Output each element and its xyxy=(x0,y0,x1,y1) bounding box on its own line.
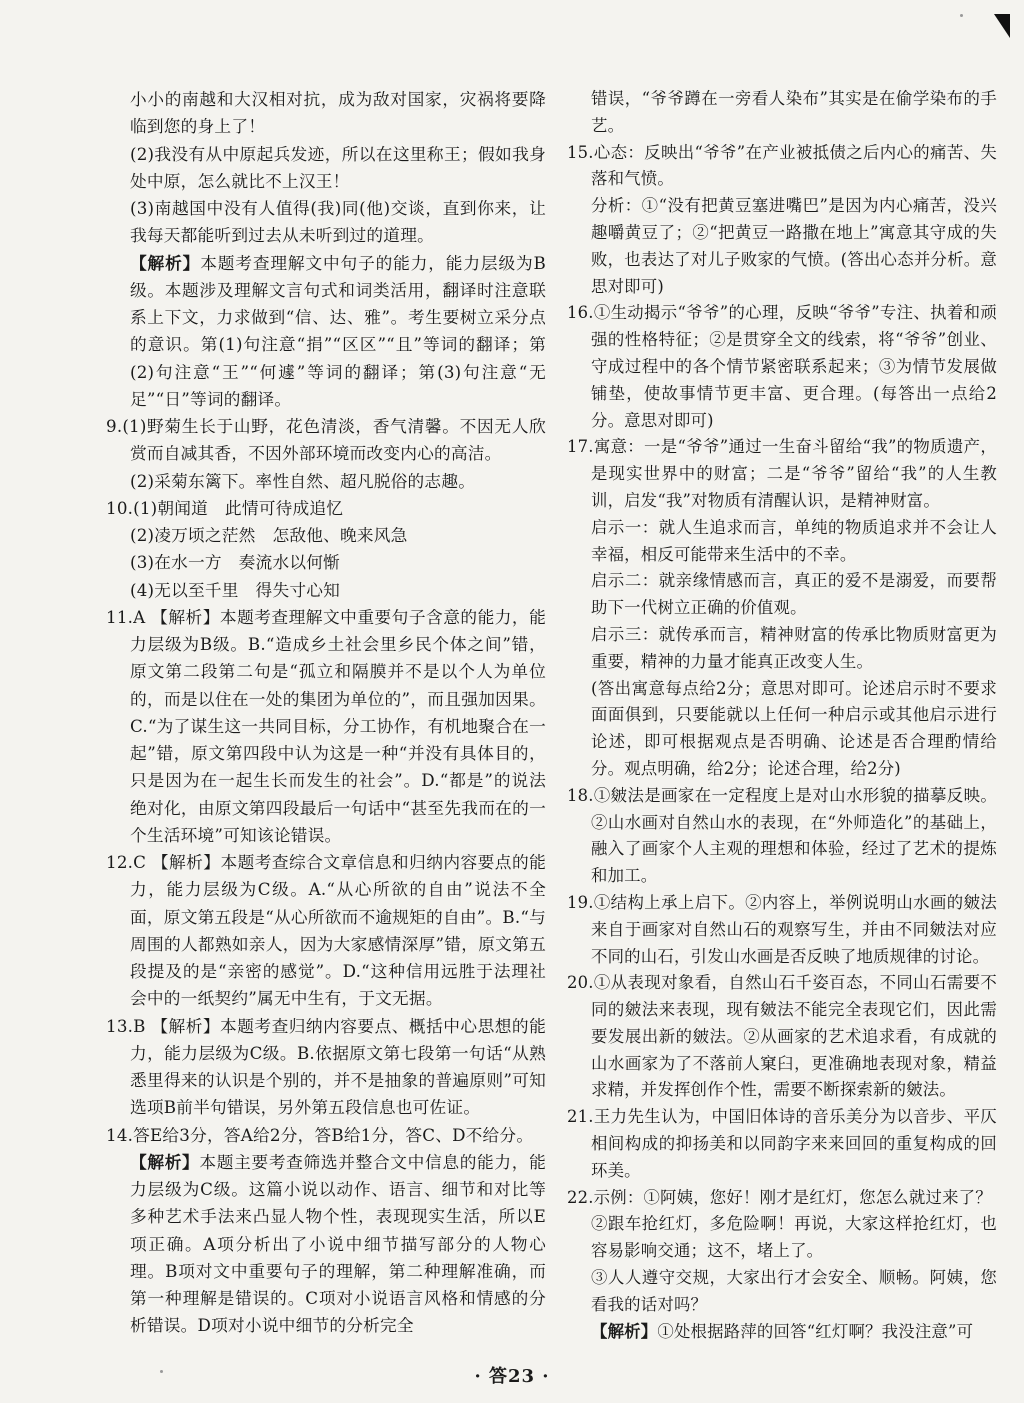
answer-paragraph xyxy=(106,1122,546,1149)
paragraph-text: (4)无以至千里 得失寸心知 xyxy=(130,579,340,600)
page-number: · 答23 · xyxy=(474,1366,550,1387)
paragraph-text: 14.答E给3分，答A给2分，答B给1分，答C、D不给分。 xyxy=(106,1124,534,1145)
corner-triangle-mark xyxy=(994,14,1010,38)
answer-paragraph xyxy=(567,783,997,890)
paragraph-text: ③人人遵守交规，大家出行才会安全、顺畅。阿姨，您看我的话对吗？ xyxy=(591,1268,997,1314)
answer-paragraph xyxy=(106,1149,546,1340)
answer-paragraph xyxy=(106,413,546,468)
paragraph-text: 9.(1)野菊生长于山野，花色清淡，香气清馨。不因无人欣赏而自减其香，不因外部环境而改变内心的高洁。 xyxy=(106,416,546,464)
scan-dot xyxy=(960,14,963,17)
paragraph-text: 19.①结构上承上启下。②内容上，举例说明山水画的皴法来自于画家对自然山石的观察写生，并由不同皴法对应不同的山石，引发山水画是否反映了地质规律的讨论。 xyxy=(567,892,997,966)
paragraph-text: 22.示例：①阿姨，您好！刚才是红灯，您怎么就过来了？ xyxy=(567,1187,992,1207)
paragraph-text: (2)采菊东篱下。率性自然、超凡脱俗的志趣。 xyxy=(130,470,476,491)
paragraph-text: (答出寓意每点给2分；意思对即可。论述启示时不要求面面俱到，只要能就以上任何一种启示或其他启示进行论述，即可根据观点是否明确、论述是否合理酌情给分。观点明确，给2分；论述合理，给2分) xyxy=(591,678,997,778)
paragraph-text: (2)凌万顷之茫然 怎敌他、晚来风急 xyxy=(130,525,408,545)
paragraph-text: 分析：①“没有把黄豆塞进嘴巴”是因为内心痛苦，没兴趣嚼黄豆了；②“把黄豆一路撒在地上”寓意其守成的失败，也表达了对儿子败家的气愤。(答出心态并分析。意思对即可) xyxy=(591,196,997,296)
paragraph-text: 小小的南越和大汉相对抗，成为敌对国家，灾祸将要降临到您的身上了！ xyxy=(130,89,546,137)
analysis-tag: 【解析】 xyxy=(591,1321,658,1341)
answer-paragraph xyxy=(567,568,997,622)
paragraph-text: 错误，“爷爷蹲在一旁看人染布”其实是在偷学染布的手艺。 xyxy=(591,89,997,135)
paragraph-text: ①处根据路萍的回答“红灯啊？我没注意”可 xyxy=(657,1321,974,1341)
answer-paragraph xyxy=(567,1211,997,1265)
analysis-tag: 【解析】 xyxy=(130,1151,200,1172)
paragraph-text: 18.①皴法是画家在一定程度上是对山水形貌的描摹反映。②山水画对自然山水的表现，在“外师造化”的基础上，融入了画家个人主观的理想和体验，经过了艺术的提炼和加工。 xyxy=(567,785,997,886)
answer-paragraph xyxy=(106,522,546,549)
paragraph-text: 启示一：就人生追求而言，单纯的物质追求并不会让人幸福，相反可能带来生活中的不幸。 xyxy=(591,517,997,564)
paragraph-text: 10.(1)朝闻道 此情可待成追忆 xyxy=(106,497,344,518)
answer-paragraph xyxy=(567,1265,997,1319)
answer-paragraph xyxy=(567,1104,997,1184)
paragraph-text: 15.心态：反映出“爷爷”在产业被抵债之后内心的痛苦、失落和气愤。 xyxy=(567,142,997,189)
paragraph-text: (3)南越国中没有人值得(我)同(他)交谈，直到你来，让我每天都能听到过去从未听到过的道理。 xyxy=(130,198,546,246)
answer-paragraph xyxy=(106,250,546,414)
answer-paragraph xyxy=(567,515,997,569)
answer-paragraph xyxy=(106,468,546,495)
answer-paragraph xyxy=(106,195,546,250)
right-column xyxy=(567,86,997,1345)
paragraph-text: (3)在水一方 奏流水以何惭 xyxy=(130,552,340,573)
answer-paragraph xyxy=(567,622,997,676)
answer-paragraph xyxy=(106,495,546,522)
answer-paragraph xyxy=(567,140,997,194)
answer-paragraph xyxy=(567,300,997,434)
answer-paragraph xyxy=(106,577,546,604)
answer-paragraph xyxy=(567,970,997,1104)
paragraph-text: 21.王力先生认为，中国旧体诗的音乐美分为以音步、平仄相间构成的抑扬美和以同韵字来来回回的重复构成的回环美。 xyxy=(567,1107,997,1180)
paragraph-text: 12.C 【解析】本题考查综合文章信息和归纳内容要点的能力，能力层级为C级。A.“从心所欲的自由”说法不全面，原文第五段是“从心所欲而不逾规矩的自由”。B.“与周围的人都熟如亲人，因为大家感情深厚”错，原文第五段提及的是“亲密的感觉”。D.“这种信用远胜于法理社会中的一纸契约”属无中生有，于文无据。 xyxy=(106,852,546,1009)
answer-paragraph xyxy=(567,1185,997,1212)
answer-paragraph xyxy=(106,86,546,141)
answer-paragraph xyxy=(567,890,997,970)
answer-paragraph xyxy=(106,549,546,576)
paragraph-text: 11.A 【解析】本题考查理解文中重要句子含意的能力，能力层级为B级。B.“造成乡土社会里乡民个体之间”错，原文第二段第二句是“孤立和隔膜并不是以个人为单位的，而是以住在一处的集团为单位的”，而且强加因果。C.“为了谋生这一共同目标，分工协作，有机地聚合在一起”错，原文第四段中认为这是一种“并没有具体目的，只是因为在一起生长而发生的社会”。D.“都是”的说法绝对化，由原文第四段最后一句话中“甚至先我而在的一个生活环境”可知该论错误。 xyxy=(106,606,546,845)
paragraph-text: 16.①生动揭示“爷爷”的心理，反映“爷爷”专注、执着和顽强的性格特征；②是贯穿全文的线索，将“爷爷”创业、守成过程中的各个情节紧密联系起来；③为情节发展做铺垫，使故事情节更丰富、更合理。(每答出一点给2分。意思对即可) xyxy=(567,303,997,430)
paragraph-text: 17.寓意：一是“爷爷”通过一生奋斗留给“我”的物质遗产，是现实世界中的财富；二是“爷爷”留给“我”的人生教训，启发“我”对物质有清醒认识，是精神财富。 xyxy=(567,437,997,510)
paragraph-text: 本题主要考查筛选并整合文中信息的能力，能力层级为C级。这篇小说以动作、语言、细节和对比等多种艺术手法来凸显人物个性，表现现实生活，所以E项正确。A项分析出了小说中细节描写部分的人物心理。B项对文中重要句子的理解，第二种理解准确，而第一种理解是错误的。C项对小说语言风格和情感的分析错误。D项对小说中细节的分析完全 xyxy=(130,1151,546,1336)
answer-paragraph xyxy=(106,604,546,849)
answer-paragraph xyxy=(567,1319,997,1346)
paragraph-text: 启示三：就传承而言，精神财富的传承比物质财富更为重要，精神的力量才能真正改变人生。 xyxy=(591,624,997,671)
answer-paragraph xyxy=(567,86,997,140)
answer-paragraph xyxy=(106,141,546,196)
answer-paragraph xyxy=(567,434,997,514)
answer-paragraph xyxy=(106,849,546,1013)
analysis-tag: 【解析】 xyxy=(130,252,201,273)
paragraph-text: 20.①从表现对象看，自然山石千姿百态，不同山石需要不同的皴法来表现，现有皴法不能完全表现它们，因此需要发展出新的皴法。②从画家的艺术追求看，有成就的山水画家为了不落前人窠臼，更准确地表现对象，精益求精，并发挥创作个性，需要不断探索新的皴法。 xyxy=(567,973,997,1100)
answer-paragraph xyxy=(567,676,997,783)
paragraph-text: ②跟车抢红灯，多危险啊！再说，大家这样抢红灯，也容易影响交通；这不，堵上了。 xyxy=(591,1214,997,1261)
paragraph-text: 本题考查理解文中句子的能力，能力层级为B级。本题涉及理解文言句式和词类活用，翻译时注意联系上下文，力求做到“信、达、雅”。考生要树立采分点的意识。第(1)句注意“捐”“区区”“且”等词的翻译；第(2)句注意“王”“何遽”等词的翻译；第(3)句注意“无足”“日”等词的翻译。 xyxy=(130,252,546,409)
answer-paragraph xyxy=(106,1013,546,1122)
answer-paragraph xyxy=(567,193,997,300)
paragraph-text: (2)我没有从中原起兵发迹，所以在这里称王；假如我身处中原，怎么就比不上汉王！ xyxy=(130,143,546,191)
left-column xyxy=(106,86,546,1340)
paragraph-text: 13.B 【解析】本题考查归纳内容要点、概括中心思想的能力，能力层级为C级。B.依据原文第七段第一句话“从熟悉里得来的认识是个别的，并不是抽象的普遍原则”可知选项B前半句错误，另外第五段信息也可佐证。 xyxy=(106,1015,546,1118)
paragraph-text: 启示二：就亲缘情感而言，真正的爱不是溺爱，而要帮助下一代树立正确的价值观。 xyxy=(591,571,997,618)
